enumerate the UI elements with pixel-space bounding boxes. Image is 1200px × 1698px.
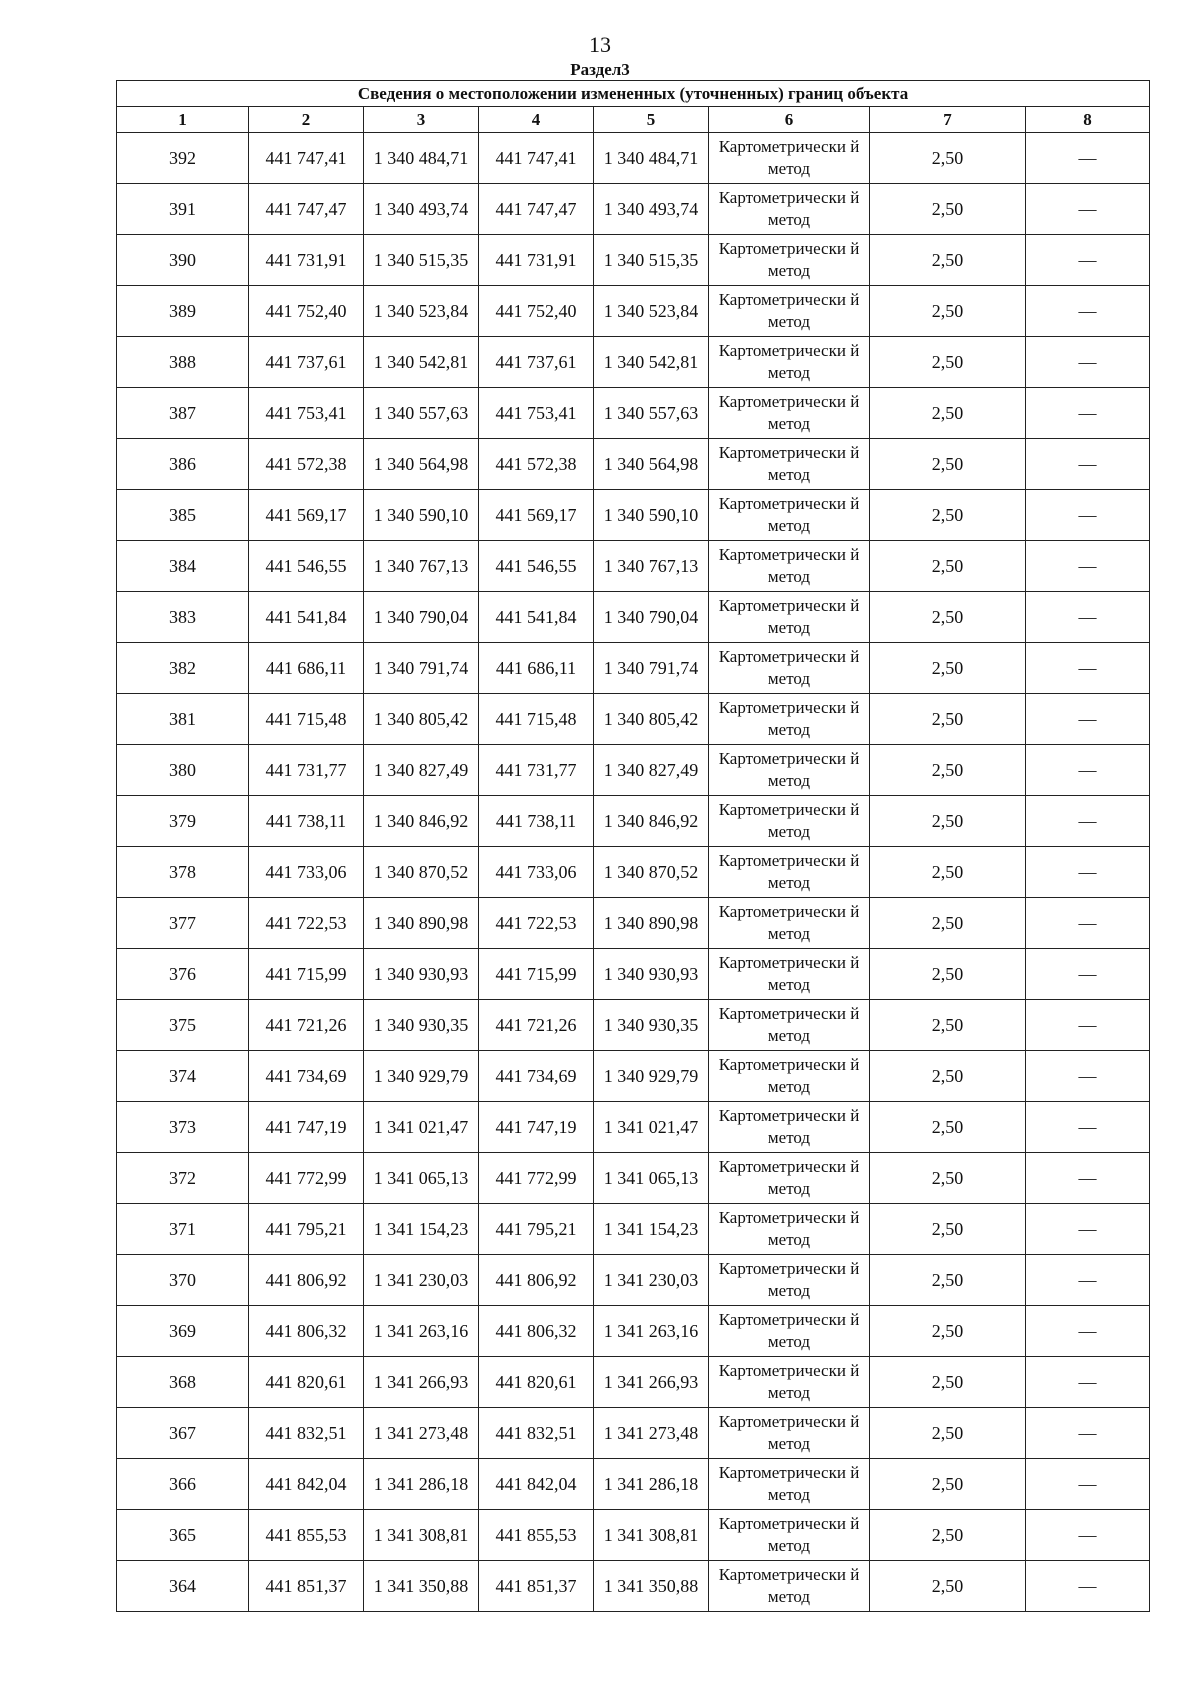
note-cell: —	[1026, 184, 1150, 235]
y-new-cell: 1 340 890,98	[594, 898, 709, 949]
accuracy-cell: 2,50	[870, 1153, 1026, 1204]
method-cell: Картометрически й метод	[709, 949, 870, 1000]
point-number-cell: 365	[117, 1510, 249, 1561]
accuracy-cell: 2,50	[870, 592, 1026, 643]
table-caption: Сведения о местоположении измененных (уточненных) границ объекта	[117, 81, 1150, 107]
table-row	[117, 1408, 1150, 1459]
x-old-cell: 441 738,11	[249, 796, 364, 847]
table-row	[117, 1102, 1150, 1153]
note-cell: —	[1026, 949, 1150, 1000]
table-row	[117, 1357, 1150, 1408]
y-new-cell: 1 341 230,03	[594, 1255, 709, 1306]
accuracy-cell: 2,50	[870, 133, 1026, 184]
y-new-cell: 1 340 930,35	[594, 1000, 709, 1051]
method-cell: Картометрически й метод	[709, 1408, 870, 1459]
accuracy-cell: 2,50	[870, 643, 1026, 694]
column-header-8: 8	[1026, 107, 1150, 133]
accuracy-cell: 2,50	[870, 796, 1026, 847]
y-old-cell: 1 341 021,47	[364, 1102, 479, 1153]
method-cell: Картометрически й метод	[709, 490, 870, 541]
x-old-cell: 441 734,69	[249, 1051, 364, 1102]
method-cell: Картометрически й метод	[709, 1000, 870, 1051]
note-cell: —	[1026, 1357, 1150, 1408]
x-old-cell: 441 753,41	[249, 388, 364, 439]
method-cell: Картометрически й метод	[709, 796, 870, 847]
y-new-cell: 1 341 263,16	[594, 1306, 709, 1357]
x-new-cell: 441 715,99	[479, 949, 594, 1000]
note-cell: —	[1026, 1306, 1150, 1357]
x-old-cell: 441 715,99	[249, 949, 364, 1000]
x-old-cell: 441 752,40	[249, 286, 364, 337]
note-cell: —	[1026, 541, 1150, 592]
table-row	[117, 1051, 1150, 1102]
x-old-cell: 441 541,84	[249, 592, 364, 643]
x-old-cell: 441 855,53	[249, 1510, 364, 1561]
y-old-cell: 1 341 266,93	[364, 1357, 479, 1408]
x-new-cell: 441 721,26	[479, 1000, 594, 1051]
point-number-cell: 380	[117, 745, 249, 796]
accuracy-cell: 2,50	[870, 1255, 1026, 1306]
y-old-cell: 1 340 930,35	[364, 1000, 479, 1051]
y-new-cell: 1 341 021,47	[594, 1102, 709, 1153]
note-cell: —	[1026, 1204, 1150, 1255]
y-old-cell: 1 341 350,88	[364, 1561, 479, 1612]
x-new-cell: 441 737,61	[479, 337, 594, 388]
table-row	[117, 898, 1150, 949]
table-row	[117, 1306, 1150, 1357]
table-row	[117, 1204, 1150, 1255]
x-new-cell: 441 772,99	[479, 1153, 594, 1204]
x-old-cell: 441 851,37	[249, 1561, 364, 1612]
y-new-cell: 1 340 791,74	[594, 643, 709, 694]
x-old-cell: 441 686,11	[249, 643, 364, 694]
note-cell: —	[1026, 745, 1150, 796]
x-old-cell: 441 806,32	[249, 1306, 364, 1357]
note-cell: —	[1026, 1510, 1150, 1561]
x-new-cell: 441 795,21	[479, 1204, 594, 1255]
y-old-cell: 1 340 805,42	[364, 694, 479, 745]
y-old-cell: 1 340 564,98	[364, 439, 479, 490]
x-new-cell: 441 733,06	[479, 847, 594, 898]
method-cell: Картометрически й метод	[709, 439, 870, 490]
y-old-cell: 1 340 870,52	[364, 847, 479, 898]
point-number-cell: 370	[117, 1255, 249, 1306]
table-row	[117, 1153, 1150, 1204]
point-number-cell: 377	[117, 898, 249, 949]
method-cell: Картометрически й метод	[709, 745, 870, 796]
x-new-cell: 441 734,69	[479, 1051, 594, 1102]
point-number-cell: 389	[117, 286, 249, 337]
x-old-cell: 441 731,77	[249, 745, 364, 796]
x-new-cell: 441 738,11	[479, 796, 594, 847]
column-header-4: 4	[479, 107, 594, 133]
method-cell: Картометрически й метод	[709, 184, 870, 235]
accuracy-cell: 2,50	[870, 1459, 1026, 1510]
y-old-cell: 1 340 767,13	[364, 541, 479, 592]
method-cell: Картометрически й метод	[709, 592, 870, 643]
point-number-cell: 369	[117, 1306, 249, 1357]
note-cell: —	[1026, 1408, 1150, 1459]
x-old-cell: 441 722,53	[249, 898, 364, 949]
y-old-cell: 1 340 791,74	[364, 643, 479, 694]
point-number-cell: 387	[117, 388, 249, 439]
method-cell: Картометрически й метод	[709, 1561, 870, 1612]
x-new-cell: 441 820,61	[479, 1357, 594, 1408]
point-number-cell: 388	[117, 337, 249, 388]
accuracy-cell: 2,50	[870, 898, 1026, 949]
note-cell: —	[1026, 286, 1150, 337]
method-cell: Картометрически й метод	[709, 694, 870, 745]
accuracy-cell: 2,50	[870, 1102, 1026, 1153]
accuracy-cell: 2,50	[870, 949, 1026, 1000]
y-new-cell: 1 340 515,35	[594, 235, 709, 286]
point-number-cell: 371	[117, 1204, 249, 1255]
table-row	[117, 847, 1150, 898]
method-cell: Картометрически й метод	[709, 388, 870, 439]
x-new-cell: 441 731,91	[479, 235, 594, 286]
y-new-cell: 1 340 590,10	[594, 490, 709, 541]
x-old-cell: 441 569,17	[249, 490, 364, 541]
note-cell: —	[1026, 898, 1150, 949]
point-number-cell: 384	[117, 541, 249, 592]
x-new-cell: 441 842,04	[479, 1459, 594, 1510]
accuracy-cell: 2,50	[870, 541, 1026, 592]
table-row	[117, 235, 1150, 286]
accuracy-cell: 2,50	[870, 1408, 1026, 1459]
method-cell: Картометрически й метод	[709, 286, 870, 337]
note-cell: —	[1026, 388, 1150, 439]
x-old-cell: 441 820,61	[249, 1357, 364, 1408]
method-cell: Картометрически й метод	[709, 1102, 870, 1153]
y-old-cell: 1 341 065,13	[364, 1153, 479, 1204]
point-number-cell: 374	[117, 1051, 249, 1102]
y-new-cell: 1 341 065,13	[594, 1153, 709, 1204]
accuracy-cell: 2,50	[870, 1306, 1026, 1357]
accuracy-cell: 2,50	[870, 1051, 1026, 1102]
y-new-cell: 1 340 805,42	[594, 694, 709, 745]
x-old-cell: 441 721,26	[249, 1000, 364, 1051]
y-old-cell: 1 340 542,81	[364, 337, 479, 388]
table-row	[117, 439, 1150, 490]
note-cell: —	[1026, 1102, 1150, 1153]
y-new-cell: 1 340 870,52	[594, 847, 709, 898]
point-number-cell: 390	[117, 235, 249, 286]
y-old-cell: 1 341 263,16	[364, 1306, 479, 1357]
y-new-cell: 1 340 523,84	[594, 286, 709, 337]
table-row	[117, 388, 1150, 439]
y-old-cell: 1 340 929,79	[364, 1051, 479, 1102]
y-new-cell: 1 340 557,63	[594, 388, 709, 439]
method-cell: Картометрически й метод	[709, 541, 870, 592]
section-title: Раздел3	[570, 60, 630, 79]
y-old-cell: 1 340 827,49	[364, 745, 479, 796]
note-cell: —	[1026, 796, 1150, 847]
y-new-cell: 1 340 484,71	[594, 133, 709, 184]
point-number-cell: 373	[117, 1102, 249, 1153]
table-row	[117, 745, 1150, 796]
note-cell: —	[1026, 643, 1150, 694]
x-old-cell: 441 733,06	[249, 847, 364, 898]
point-number-cell: 386	[117, 439, 249, 490]
method-cell: Картометрически й метод	[709, 1204, 870, 1255]
y-new-cell: 1 341 273,48	[594, 1408, 709, 1459]
note-cell: —	[1026, 1459, 1150, 1510]
x-old-cell: 441 572,38	[249, 439, 364, 490]
y-old-cell: 1 341 308,81	[364, 1510, 479, 1561]
point-number-cell: 383	[117, 592, 249, 643]
column-header-6: 6	[709, 107, 870, 133]
x-old-cell: 441 546,55	[249, 541, 364, 592]
column-header-3: 3	[364, 107, 479, 133]
method-cell: Картометрически й метод	[709, 235, 870, 286]
accuracy-cell: 2,50	[870, 694, 1026, 745]
x-new-cell: 441 806,92	[479, 1255, 594, 1306]
table-row	[117, 286, 1150, 337]
point-number-cell: 382	[117, 643, 249, 694]
table-row	[117, 1561, 1150, 1612]
accuracy-cell: 2,50	[870, 1204, 1026, 1255]
point-number-cell: 372	[117, 1153, 249, 1204]
method-cell: Картометрически й метод	[709, 337, 870, 388]
table-row	[117, 490, 1150, 541]
y-old-cell: 1 340 493,74	[364, 184, 479, 235]
y-new-cell: 1 340 790,04	[594, 592, 709, 643]
note-cell: —	[1026, 592, 1150, 643]
x-new-cell: 441 855,53	[479, 1510, 594, 1561]
y-new-cell: 1 341 350,88	[594, 1561, 709, 1612]
point-number-cell: 385	[117, 490, 249, 541]
y-new-cell: 1 341 286,18	[594, 1459, 709, 1510]
y-old-cell: 1 340 484,71	[364, 133, 479, 184]
note-cell: —	[1026, 235, 1150, 286]
x-new-cell: 441 753,41	[479, 388, 594, 439]
accuracy-cell: 2,50	[870, 286, 1026, 337]
accuracy-cell: 2,50	[870, 490, 1026, 541]
method-cell: Картометрически й метод	[709, 1459, 870, 1510]
column-header-1: 1	[117, 107, 249, 133]
method-cell: Картометрически й метод	[709, 133, 870, 184]
coordinates-table	[116, 80, 1150, 1612]
note-cell: —	[1026, 490, 1150, 541]
table-row	[117, 949, 1150, 1000]
y-old-cell: 1 340 790,04	[364, 592, 479, 643]
table-body	[117, 133, 1150, 1612]
x-new-cell: 441 747,47	[479, 184, 594, 235]
page-number: 13	[589, 32, 611, 57]
note-cell: —	[1026, 1000, 1150, 1051]
y-old-cell: 1 341 273,48	[364, 1408, 479, 1459]
accuracy-cell: 2,50	[870, 1000, 1026, 1051]
table-row	[117, 796, 1150, 847]
note-cell: —	[1026, 1051, 1150, 1102]
point-number-cell: 366	[117, 1459, 249, 1510]
y-old-cell: 1 340 515,35	[364, 235, 479, 286]
x-old-cell: 441 747,19	[249, 1102, 364, 1153]
y-old-cell: 1 341 286,18	[364, 1459, 479, 1510]
table-row	[117, 184, 1150, 235]
accuracy-cell: 2,50	[870, 388, 1026, 439]
x-new-cell: 441 546,55	[479, 541, 594, 592]
point-number-cell: 375	[117, 1000, 249, 1051]
note-cell: —	[1026, 1153, 1150, 1204]
table-row	[117, 1000, 1150, 1051]
accuracy-cell: 2,50	[870, 235, 1026, 286]
x-old-cell: 441 772,99	[249, 1153, 364, 1204]
method-cell: Картометрически й метод	[709, 1051, 870, 1102]
x-old-cell: 441 806,92	[249, 1255, 364, 1306]
table-row	[117, 1459, 1150, 1510]
y-new-cell: 1 341 154,23	[594, 1204, 709, 1255]
x-old-cell: 441 747,47	[249, 184, 364, 235]
x-new-cell: 441 752,40	[479, 286, 594, 337]
method-cell: Картометрически й метод	[709, 1306, 870, 1357]
x-new-cell: 441 747,19	[479, 1102, 594, 1153]
table-row	[117, 337, 1150, 388]
method-cell: Картометрически й метод	[709, 1510, 870, 1561]
column-header-2: 2	[249, 107, 364, 133]
point-number-cell: 367	[117, 1408, 249, 1459]
y-old-cell: 1 340 846,92	[364, 796, 479, 847]
method-cell: Картометрически й метод	[709, 847, 870, 898]
method-cell: Картометрически й метод	[709, 1153, 870, 1204]
note-cell: —	[1026, 1561, 1150, 1612]
y-old-cell: 1 340 590,10	[364, 490, 479, 541]
x-new-cell: 441 572,38	[479, 439, 594, 490]
note-cell: —	[1026, 133, 1150, 184]
accuracy-cell: 2,50	[870, 184, 1026, 235]
note-cell: —	[1026, 694, 1150, 745]
point-number-cell: 364	[117, 1561, 249, 1612]
y-new-cell: 1 341 266,93	[594, 1357, 709, 1408]
x-new-cell: 441 747,41	[479, 133, 594, 184]
accuracy-cell: 2,50	[870, 337, 1026, 388]
x-old-cell: 441 731,91	[249, 235, 364, 286]
method-cell: Картометрически й метод	[709, 1357, 870, 1408]
y-new-cell: 1 340 493,74	[594, 184, 709, 235]
y-new-cell: 1 340 929,79	[594, 1051, 709, 1102]
y-new-cell: 1 340 564,98	[594, 439, 709, 490]
table-row	[117, 133, 1150, 184]
y-old-cell: 1 340 557,63	[364, 388, 479, 439]
table-row	[117, 592, 1150, 643]
note-cell: —	[1026, 1255, 1150, 1306]
x-new-cell: 441 686,11	[479, 643, 594, 694]
method-cell: Картометрически й метод	[709, 898, 870, 949]
x-new-cell: 441 569,17	[479, 490, 594, 541]
x-new-cell: 441 832,51	[479, 1408, 594, 1459]
table-row	[117, 541, 1150, 592]
y-new-cell: 1 340 846,92	[594, 796, 709, 847]
y-old-cell: 1 340 890,98	[364, 898, 479, 949]
y-new-cell: 1 341 308,81	[594, 1510, 709, 1561]
accuracy-cell: 2,50	[870, 745, 1026, 796]
accuracy-cell: 2,50	[870, 847, 1026, 898]
x-old-cell: 441 832,51	[249, 1408, 364, 1459]
y-new-cell: 1 340 827,49	[594, 745, 709, 796]
x-old-cell: 441 715,48	[249, 694, 364, 745]
x-new-cell: 441 722,53	[479, 898, 594, 949]
method-cell: Картометрически й метод	[709, 643, 870, 694]
x-old-cell: 441 737,61	[249, 337, 364, 388]
table-row	[117, 694, 1150, 745]
point-number-cell: 368	[117, 1357, 249, 1408]
y-new-cell: 1 340 930,93	[594, 949, 709, 1000]
point-number-cell: 376	[117, 949, 249, 1000]
column-header-row	[117, 107, 1150, 133]
accuracy-cell: 2,50	[870, 439, 1026, 490]
x-old-cell: 441 842,04	[249, 1459, 364, 1510]
table-row	[117, 1510, 1150, 1561]
accuracy-cell: 2,50	[870, 1357, 1026, 1408]
method-cell: Картометрически й метод	[709, 1255, 870, 1306]
x-old-cell: 441 747,41	[249, 133, 364, 184]
accuracy-cell: 2,50	[870, 1561, 1026, 1612]
y-old-cell: 1 341 230,03	[364, 1255, 479, 1306]
note-cell: —	[1026, 439, 1150, 490]
x-old-cell: 441 795,21	[249, 1204, 364, 1255]
y-old-cell: 1 340 523,84	[364, 286, 479, 337]
y-new-cell: 1 340 767,13	[594, 541, 709, 592]
x-new-cell: 441 731,77	[479, 745, 594, 796]
point-number-cell: 379	[117, 796, 249, 847]
column-header-5: 5	[594, 107, 709, 133]
y-new-cell: 1 340 542,81	[594, 337, 709, 388]
table-row	[117, 643, 1150, 694]
note-cell: —	[1026, 847, 1150, 898]
column-header-7: 7	[870, 107, 1026, 133]
point-number-cell: 391	[117, 184, 249, 235]
x-new-cell: 441 851,37	[479, 1561, 594, 1612]
note-cell: —	[1026, 337, 1150, 388]
point-number-cell: 392	[117, 133, 249, 184]
x-new-cell: 441 541,84	[479, 592, 594, 643]
point-number-cell: 381	[117, 694, 249, 745]
y-old-cell: 1 341 154,23	[364, 1204, 479, 1255]
table-row	[117, 1255, 1150, 1306]
x-new-cell: 441 806,32	[479, 1306, 594, 1357]
accuracy-cell: 2,50	[870, 1510, 1026, 1561]
y-old-cell: 1 340 930,93	[364, 949, 479, 1000]
point-number-cell: 378	[117, 847, 249, 898]
x-new-cell: 441 715,48	[479, 694, 594, 745]
